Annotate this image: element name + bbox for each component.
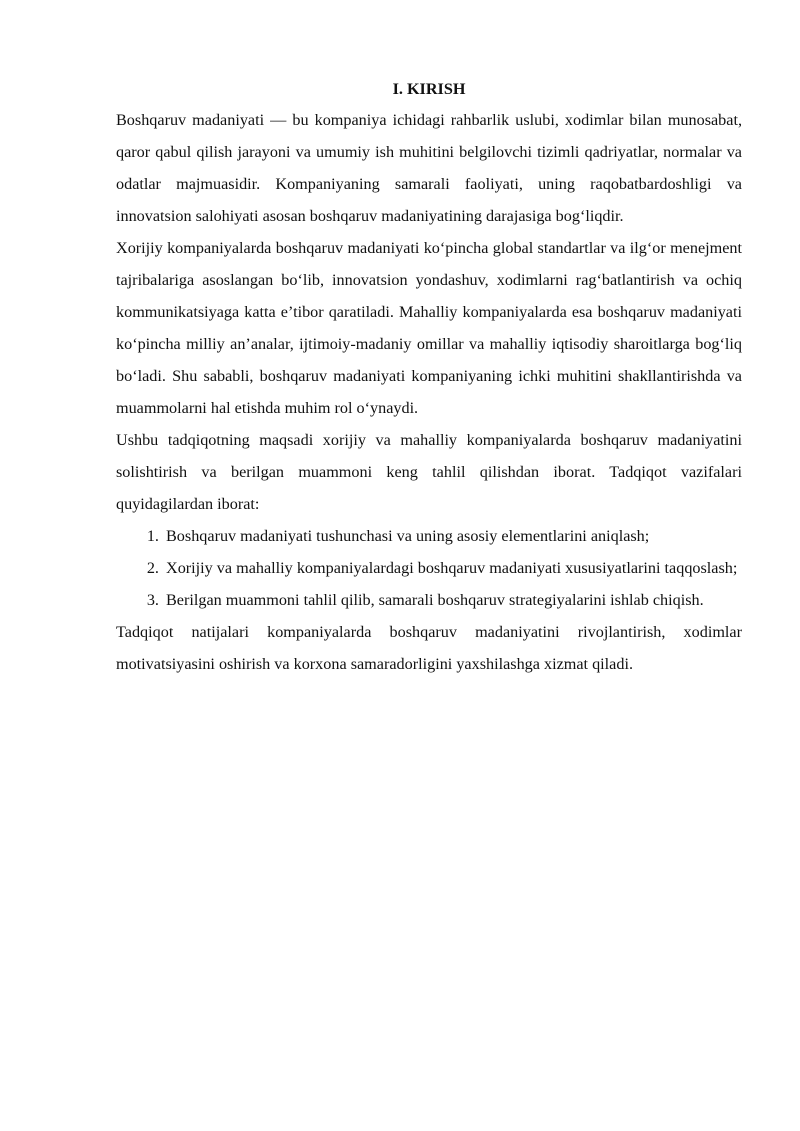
task-item: 2. Xorijiy va mahalliy kompaniyalardagi boshqaruv madaniyati xususiyatlarini taqqoslash; bbox=[163, 552, 742, 584]
task-list bbox=[116, 520, 742, 616]
paragraph-conclusion: Tadqiqot natijalari kompaniyalarda boshqaruv madaniyatini rivojlantirish, xodimlar motivatsiyasini oshirish va korxona samaradorligini yaxshilashga xizmat qiladi. bbox=[116, 623, 742, 673]
paragraph-comparison: Xorijiy kompaniyalarda boshqaruv madaniyati ko‘pincha global standartlar va ilg‘or menejment tajribalariga asoslangan bo‘lib, innovatsion yondashuv, xodimlarni rag‘batlantirish va ochiq kommunikatsiyaga katta e’tibor qaratiladi. Mahalliy kompaniyalarda esa boshqaruv madaniyati ko‘pincha milliy an’analar, ijtimoiy-madaniy omillar va mahalliy iqtisodiy sharoitlarga bog‘liq bo‘ladi. Shu sababli, boshqaruv madaniyati kompaniyaning ichki muhitini shakllantirishda va muammolarni hal etishda muhim rol o‘ynaydi. bbox=[116, 239, 742, 417]
paragraph-aim: Ushbu tadqiqotning maqsadi xorijiy va mahalliy kompaniyalarda boshqaruv madaniyatini solishtirish va berilgan muammoni keng tahlil qilishdan iborat. Tadqiqot vazifalari quyidagilardan iborat: bbox=[116, 431, 742, 513]
section-heading: I. KIRISH bbox=[392, 80, 466, 98]
document-page bbox=[116, 74, 742, 680]
task-item: 3. Berilgan muammoni tahlil qilib, samarali boshqaruv strategiyalarini ishlab chiqish. bbox=[163, 584, 742, 616]
task-item: 1. Boshqaruv madaniyati tushunchasi va uning asosiy elementlarini aniqlash; bbox=[163, 520, 742, 552]
paragraph-definition: Boshqaruv madaniyati — bu kompaniya ichidagi rahbarlik uslubi, xodimlar bilan munosabat, qaror qabul qilish jarayoni va umumiy ish muhitini belgilovchi tizimli qadriyatlar, normalar va odatlar majmuasidir. Kompaniyaning samarali faoliyati, uning raqobatbardoshligi va innovatsion salohiyati asosan boshqaruv madaniyatining darajasiga bog‘liqdir. bbox=[116, 111, 742, 225]
